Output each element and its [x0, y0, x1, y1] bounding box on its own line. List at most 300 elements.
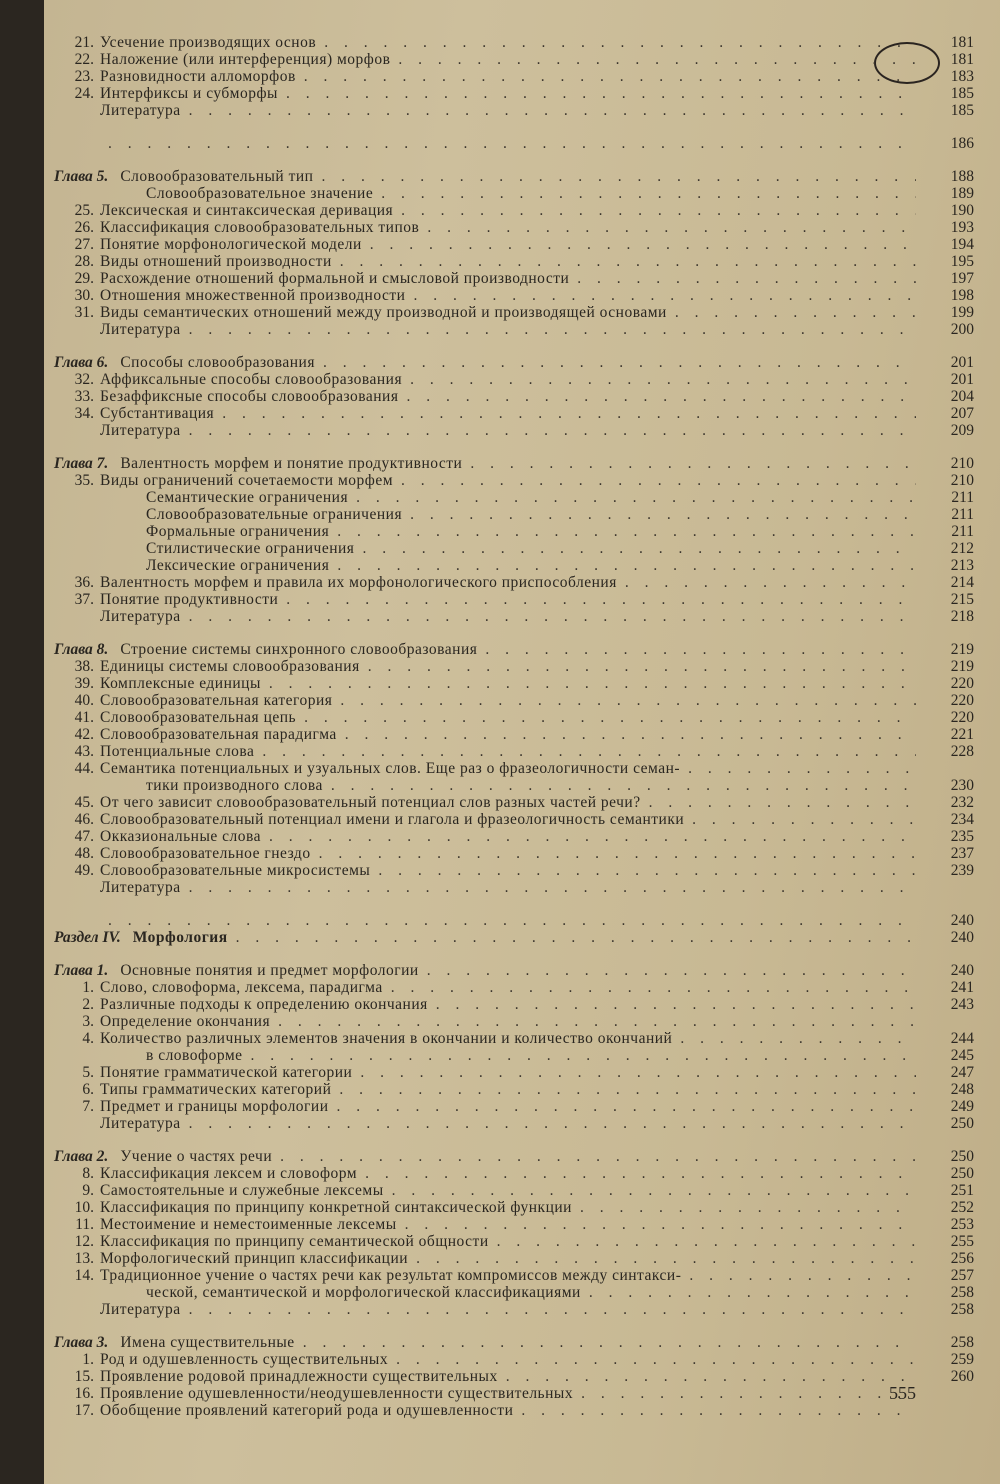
- toc-entry-row: [54, 1216, 974, 1233]
- toc-entry-number: 43.: [74, 743, 94, 760]
- toc-page-number: 201: [950, 354, 974, 371]
- toc-entry-title: Учение о частях речи: [120, 1148, 273, 1165]
- dot-leader: [401, 472, 916, 489]
- toc-entry-title: Классификация словообразовательных типов: [100, 219, 420, 236]
- toc-entry-row: [54, 472, 974, 489]
- dot-leader: [521, 1402, 916, 1419]
- toc-entry-row: [54, 979, 974, 996]
- toc-entry-row: [54, 574, 974, 591]
- toc-entry-title: Словообразовательная категория: [100, 692, 333, 709]
- toc-page-number: 258: [950, 1284, 974, 1301]
- toc-entry-row: [54, 1030, 974, 1047]
- toc-page-number: 185: [950, 102, 974, 119]
- toc-entry-row: [54, 102, 974, 119]
- toc-entry-row: [54, 405, 974, 422]
- toc-entry-title: Виды отношений производности: [100, 253, 332, 270]
- toc-entry-row: [54, 202, 974, 219]
- page-number: 555: [889, 1383, 916, 1403]
- toc-entry-number: 25.: [74, 202, 94, 219]
- toc-entry-title: Предмет и границы морфологии: [100, 1098, 329, 1115]
- toc-entry-number: 28.: [74, 253, 94, 270]
- toc-entry-row: [54, 85, 974, 102]
- toc-entry-row: [54, 658, 974, 675]
- dot-leader: [410, 371, 916, 388]
- toc-entry-row: [54, 1098, 974, 1115]
- toc-page-number: 258: [950, 1301, 974, 1318]
- dot-leader: [340, 253, 916, 270]
- toc-entry-row: [54, 68, 974, 85]
- toc-page-number: 250: [950, 1148, 974, 1165]
- toc-entry-number: Раздел IV.: [54, 929, 121, 946]
- dot-leader: [189, 1115, 916, 1132]
- toc-entry-row: [54, 608, 974, 625]
- toc-entry-number: 44.: [74, 760, 94, 777]
- dot-leader: [339, 1081, 916, 1098]
- dot-leader: [405, 1216, 916, 1233]
- toc-page-number: 210: [950, 455, 974, 472]
- toc-page-number: 211: [951, 506, 974, 523]
- dot-leader: [649, 794, 916, 811]
- toc-entry-number: 38.: [74, 658, 94, 675]
- dot-leader: [356, 489, 916, 506]
- dot-leader: [365, 1165, 916, 1182]
- toc-entry-number: 34.: [74, 405, 94, 422]
- toc-chapter-row: [54, 455, 974, 472]
- toc-page-number: 188: [950, 168, 974, 185]
- toc-entry-row: [54, 34, 974, 51]
- dot-leader: [108, 912, 916, 929]
- toc-page-number: 181: [950, 51, 974, 68]
- toc-chapter-row: [54, 1148, 974, 1165]
- dot-leader: [689, 1267, 916, 1284]
- toc-entry-row: [54, 388, 974, 405]
- toc-entry-row: [54, 185, 974, 202]
- toc-entry-title: Аффиксальные способы словообразования: [100, 371, 403, 388]
- toc-page-number: 240: [950, 962, 974, 979]
- toc-entry-number: 6.: [82, 1081, 94, 1098]
- dot-leader: [337, 523, 916, 540]
- dot-leader: [269, 675, 916, 692]
- toc-entry-row: [54, 1013, 974, 1030]
- dot-leader: [506, 1368, 916, 1385]
- toc-entry-title: Литература: [100, 102, 181, 119]
- toc-page-number: 201: [950, 371, 974, 388]
- dot-leader: [370, 236, 916, 253]
- toc-entry-row: [54, 1064, 974, 1081]
- toc-entry-title: Слово, словоформа, лексема, парадигма: [100, 979, 383, 996]
- toc-page-number: 219: [950, 641, 974, 658]
- toc-entry-row: [54, 422, 974, 439]
- toc-entry-row: [54, 1250, 974, 1267]
- toc-entry-title: Виды ограничений сочетаемости морфем: [100, 472, 394, 489]
- toc-page-number: 252: [950, 1199, 974, 1216]
- toc-entry-title: Единицы системы словообразования: [100, 658, 360, 675]
- dot-leader: [368, 658, 916, 675]
- dot-leader: [337, 1098, 916, 1115]
- toc-page-number: 193: [950, 219, 974, 236]
- toc-entry-number: 16.: [74, 1385, 94, 1402]
- toc-entry-title: Словообразовательный потенциал имени и глагола и фразеологичность семантики: [100, 811, 685, 828]
- toc-entry-row: [54, 675, 974, 692]
- dot-leader: [278, 1013, 916, 1030]
- toc-entry-title: Словообразовательные ограничения: [146, 506, 403, 523]
- toc-entry-title: Расхождение отношений формальной и смысловой производности: [100, 270, 570, 287]
- toc-entry-title: Род и одушевленность существительных: [100, 1351, 389, 1368]
- toc-entry-number: 15.: [74, 1368, 94, 1385]
- dot-leader: [360, 1064, 916, 1081]
- dot-leader: [286, 85, 916, 102]
- dot-leader: [189, 321, 916, 338]
- toc-entry-number: 46.: [74, 811, 94, 828]
- dot-leader: [286, 591, 916, 608]
- toc-entry-row: [54, 845, 974, 862]
- toc-entry-row: [54, 1165, 974, 1182]
- toc-page-number: 181: [950, 34, 974, 51]
- dot-leader: [625, 574, 916, 591]
- toc-entry-title: Лексическая и синтаксическая деривация: [100, 202, 394, 219]
- toc-entry-title: Словообразовательный тип: [120, 168, 314, 185]
- toc-entry-title: ческой, семантической и морфологической классификациями: [146, 1284, 581, 1301]
- toc-entry-title: Литература: [100, 1115, 181, 1132]
- toc-entry-number: Глава 5.: [54, 168, 109, 185]
- toc-page-number: 221: [950, 726, 974, 743]
- toc-entry-title: Словообразовательная цепь: [100, 709, 297, 726]
- toc-entry-title: Комплексные единицы: [100, 675, 261, 692]
- toc-entry-row: [54, 1182, 974, 1199]
- toc-page-number: 239: [950, 862, 974, 879]
- toc-entry-title: Интерфиксы и субморфы: [100, 85, 278, 102]
- toc-entry-row: [54, 135, 974, 152]
- toc-entry-row: [54, 489, 974, 506]
- dot-leader: [589, 1284, 916, 1301]
- toc-page-number: 256: [950, 1250, 974, 1267]
- toc-entry-row: [54, 912, 974, 929]
- toc-page-number: 199: [950, 304, 974, 321]
- toc-entry-title: Местоимение и неместоименные лексемы: [100, 1216, 397, 1233]
- toc-page-number: 200: [950, 321, 974, 338]
- toc-page-number: 218: [950, 608, 974, 625]
- toc-page-number: 250: [950, 1115, 974, 1132]
- toc-entry-number: 17.: [74, 1402, 94, 1419]
- toc-page-number: 204: [950, 388, 974, 405]
- dot-leader: [345, 726, 916, 743]
- toc-page-number: 212: [950, 540, 974, 557]
- toc-page-number: 220: [950, 692, 974, 709]
- book-page: [44, 0, 1000, 1484]
- toc-entry-number: 13.: [74, 1250, 94, 1267]
- toc-page-number: 210: [950, 472, 974, 489]
- dot-leader: [331, 777, 916, 794]
- toc-entry-number: 32.: [74, 371, 94, 388]
- toc-entry-number: 27.: [74, 236, 94, 253]
- toc-page-number: 211: [951, 489, 974, 506]
- toc-entry-number: 42.: [74, 726, 94, 743]
- toc-entry-title: Словообразовательная парадигма: [100, 726, 337, 743]
- toc-entry-row: [54, 304, 974, 321]
- toc-entry-row: [54, 270, 974, 287]
- toc-chapter-row: [54, 962, 974, 979]
- toc-chapter-row: [54, 641, 974, 658]
- toc-entry-row: [54, 1284, 974, 1301]
- toc-entry-title: Классификация по принципу конкретной синтаксической функции: [100, 1199, 572, 1216]
- toc-page-number: 240: [950, 912, 974, 929]
- toc-entry-title: Классификация лексем и словоформ: [100, 1165, 358, 1182]
- toc-entry-title: Семантические ограничения: [146, 489, 349, 506]
- toc-page-number: 228: [950, 743, 974, 760]
- toc-entry-number: 10.: [74, 1199, 94, 1216]
- dot-leader: [427, 219, 916, 236]
- dot-leader: [189, 422, 916, 439]
- toc-page-number: 235: [950, 828, 974, 845]
- toc-page-number: 189: [950, 185, 974, 202]
- toc-page-number: 258: [950, 1334, 974, 1351]
- toc-entry-row: [54, 1301, 974, 1318]
- toc-entry-row: [54, 794, 974, 811]
- toc-entry-number: 49.: [74, 862, 94, 879]
- toc-page-number: 214: [950, 574, 974, 591]
- toc-entry-title: Лексические ограничения: [146, 557, 330, 574]
- toc-page-number: 198: [950, 287, 974, 304]
- toc-entry-number: 30.: [74, 287, 94, 304]
- toc-entry-number: Глава 6.: [54, 354, 109, 371]
- toc-entry-title: Классификация по принципу семантической общности: [100, 1233, 489, 1250]
- toc-entry-number: 23.: [74, 68, 94, 85]
- toc-entry-row: [54, 996, 974, 1013]
- toc-entry-row: [54, 51, 974, 68]
- dot-leader: [319, 845, 916, 862]
- toc-entry-title: Проявление родовой принадлежности существительных: [100, 1368, 498, 1385]
- toc-entry-title: Строение системы синхронного словообразования: [120, 641, 478, 658]
- toc-entry-title: Способы словообразования: [120, 354, 315, 371]
- toc-entry-row: [54, 777, 974, 794]
- toc-entry-row: [54, 523, 974, 540]
- toc-entry-row: [54, 1081, 974, 1098]
- toc-entry-number: 39.: [74, 675, 94, 692]
- dot-leader: [269, 828, 916, 845]
- dot-leader: [497, 1233, 916, 1250]
- toc-page-number: 215: [950, 591, 974, 608]
- toc-entry-row: [54, 760, 974, 777]
- toc-chapter-row: [54, 354, 974, 371]
- toc-page-number: 230: [950, 777, 974, 794]
- toc-entry-title: Морфология: [132, 929, 228, 946]
- toc-entry-row: [54, 1047, 974, 1064]
- dot-leader: [189, 608, 916, 625]
- dot-leader: [362, 540, 916, 557]
- dot-leader: [398, 51, 916, 68]
- toc-entry-number: 37.: [74, 591, 94, 608]
- toc-entry-row: [54, 321, 974, 338]
- toc-page-number: 190: [950, 202, 974, 219]
- toc-page-number: 240: [950, 929, 974, 946]
- toc-entry-row: [54, 692, 974, 709]
- dot-leader: [392, 1182, 916, 1199]
- dot-leader: [396, 1351, 916, 1368]
- dot-leader: [413, 287, 916, 304]
- dot-leader: [577, 270, 916, 287]
- dot-leader: [280, 1148, 916, 1165]
- dot-leader: [581, 1385, 916, 1402]
- toc-entry-row: [54, 506, 974, 523]
- toc-entry-title: Литература: [100, 321, 181, 338]
- toc-entry-title: Типы грамматических категорий: [100, 1081, 332, 1098]
- toc-entry-title: тики производного слова: [146, 777, 323, 794]
- dot-leader: [189, 1301, 916, 1318]
- toc-entry-title: Традиционное учение о частях речи как результат компромиссов между синтакси-: [100, 1267, 682, 1284]
- toc-page-number: 249: [950, 1098, 974, 1115]
- toc-entry-title: Словообразовательное гнездо: [100, 845, 311, 862]
- dot-leader: [324, 34, 916, 51]
- toc-chapter-row: [54, 168, 974, 185]
- toc-entry-row: [54, 811, 974, 828]
- toc-entry-number: 35.: [74, 472, 94, 489]
- toc-page-number: 209: [950, 422, 974, 439]
- toc-entry-title: Литература: [100, 608, 181, 625]
- toc-entry-number: 31.: [74, 304, 94, 321]
- toc-page-number: 243: [950, 996, 974, 1013]
- toc-entry-title: Отношения множественной производности: [100, 287, 406, 304]
- toc-entry-title: Субстантивация: [100, 405, 215, 422]
- dot-leader: [321, 168, 916, 185]
- toc-entry-row: [54, 726, 974, 743]
- toc-entry-number: 5.: [82, 1064, 94, 1081]
- toc-entry-number: 26.: [74, 219, 94, 236]
- toc-page-number: 255: [950, 1233, 974, 1250]
- toc-entry-row: [54, 1199, 974, 1216]
- toc-entry-number: 11.: [75, 1216, 94, 1233]
- dot-leader: [410, 506, 916, 523]
- toc-entry-number: 8.: [82, 1165, 94, 1182]
- toc-page-number: 234: [950, 811, 974, 828]
- toc-entry-title: Понятие грамматической категории: [100, 1064, 353, 1081]
- toc-entry-title: Различные подходы к определению окончания: [100, 996, 428, 1013]
- dot-leader: [680, 1030, 916, 1047]
- dot-leader: [485, 641, 916, 658]
- toc-entry-row: [54, 591, 974, 608]
- toc-entry-title: Стилистические ограничения: [146, 540, 355, 557]
- toc-entry-title: Имена существительные: [120, 1334, 295, 1351]
- dot-leader: [189, 102, 916, 119]
- dot-leader: [436, 996, 916, 1013]
- dot-leader: [470, 455, 916, 472]
- toc-entry-number: 1.: [82, 1351, 94, 1368]
- toc-entry-title: Семантика потенциальных и узуальных слов. Еще раз о фразеологичности семан-: [100, 760, 681, 777]
- toc-entry-title: Понятие морфонологической модели: [100, 236, 362, 253]
- toc-entry-title: Наложение (или интерференция) морфов: [100, 51, 391, 68]
- toc-entry-number: 3.: [82, 1013, 94, 1030]
- toc-entry-number: 40.: [74, 692, 94, 709]
- toc-entry-title: Потенциальные слова: [100, 743, 255, 760]
- toc-page-number: 241: [950, 979, 974, 996]
- toc-entry-title: Понятие продуктивности: [100, 591, 279, 608]
- toc-entry-row: [54, 879, 974, 896]
- toc-entry-number: 47.: [74, 828, 94, 845]
- toc-entry-number: 22.: [74, 51, 94, 68]
- toc-entry-number: 48.: [74, 845, 94, 862]
- dot-leader: [323, 354, 916, 371]
- toc-page-number: 250: [950, 1165, 974, 1182]
- toc-entry-number: 24.: [74, 85, 94, 102]
- toc-entry-title: Безаффиксные способы словообразования: [100, 388, 399, 405]
- toc-entry-title: Основные понятия и предмет морфологии: [120, 962, 419, 979]
- toc-page-number: 245: [950, 1047, 974, 1064]
- toc-entry-row: [54, 1351, 974, 1368]
- toc-entry-title: в словоформе: [146, 1047, 243, 1064]
- toc-page-number: 213: [950, 557, 974, 574]
- toc-entry-number: Глава 1.: [54, 962, 109, 979]
- dot-leader: [381, 185, 916, 202]
- toc-page-number: 260: [950, 1368, 974, 1385]
- dot-leader: [189, 879, 916, 896]
- toc-page-number: 194: [950, 236, 974, 253]
- dot-leader: [675, 304, 916, 321]
- toc-entry-row: [54, 1368, 974, 1385]
- toc-entry-row: [54, 287, 974, 304]
- toc-entry-row: [54, 1233, 974, 1250]
- toc-page-number: 186: [950, 135, 974, 152]
- dot-leader: [378, 862, 916, 879]
- dot-leader: [391, 979, 916, 996]
- toc-entry-row: [54, 1402, 974, 1419]
- toc-entry-title: Самостоятельные и служебные лексемы: [100, 1182, 384, 1199]
- toc-entry-title: Литература: [100, 879, 181, 896]
- toc-entry-row: [54, 1115, 974, 1132]
- toc-page-number: 237: [950, 845, 974, 862]
- toc-entry-title: Окказиональные слова: [100, 828, 262, 845]
- dot-leader: [262, 743, 916, 760]
- toc-page-number: 219: [950, 658, 974, 675]
- toc-entry-title: Морфологический принцип классификации: [100, 1250, 409, 1267]
- dot-leader: [692, 811, 916, 828]
- dot-leader: [304, 68, 916, 85]
- dot-leader: [401, 202, 916, 219]
- toc-entry-number: 29.: [74, 270, 94, 287]
- toc-chapter-row: [54, 929, 974, 946]
- toc-entry-row: [54, 709, 974, 726]
- toc-page-number: 183: [950, 68, 974, 85]
- toc-entry-number: Глава 2.: [54, 1148, 109, 1165]
- toc-entry-number: 21.: [74, 34, 94, 51]
- toc-page-number: 251: [950, 1182, 974, 1199]
- toc-entry-row: [54, 540, 974, 557]
- toc-entry-number: 41.: [74, 709, 94, 726]
- toc-entry-number: 36.: [74, 574, 94, 591]
- toc-entry-number: 4.: [82, 1030, 94, 1047]
- toc-entry-title: Усечение производящих основ: [100, 34, 317, 51]
- toc-entry-title: Словообразовательные микросистемы: [100, 862, 371, 879]
- toc-page-number: 195: [950, 253, 974, 270]
- toc-entry-title: Словообразовательное значение: [146, 185, 374, 202]
- toc-page-number: 232: [950, 794, 974, 811]
- toc-entry-number: 9.: [82, 1182, 94, 1199]
- toc-page-number: 244: [950, 1030, 974, 1047]
- toc-entry-row: [54, 219, 974, 236]
- toc-entry-title: Формальные ограничения: [146, 523, 330, 540]
- toc-entry-row: [54, 236, 974, 253]
- toc-page-number: 207: [950, 405, 974, 422]
- dot-leader: [222, 405, 916, 422]
- dot-leader: [340, 692, 916, 709]
- toc-page-number: 211: [951, 523, 974, 540]
- toc-page-number: 247: [950, 1064, 974, 1081]
- toc-page-number: 257: [950, 1267, 974, 1284]
- toc-entry-title: Обобщение проявлений категорий рода и одушевленности: [100, 1402, 514, 1419]
- toc-entry-number: 14.: [74, 1267, 94, 1284]
- dot-leader: [303, 1334, 916, 1351]
- toc-entry-number: 12.: [74, 1233, 94, 1250]
- dot-leader: [406, 388, 916, 405]
- dot-leader: [427, 962, 916, 979]
